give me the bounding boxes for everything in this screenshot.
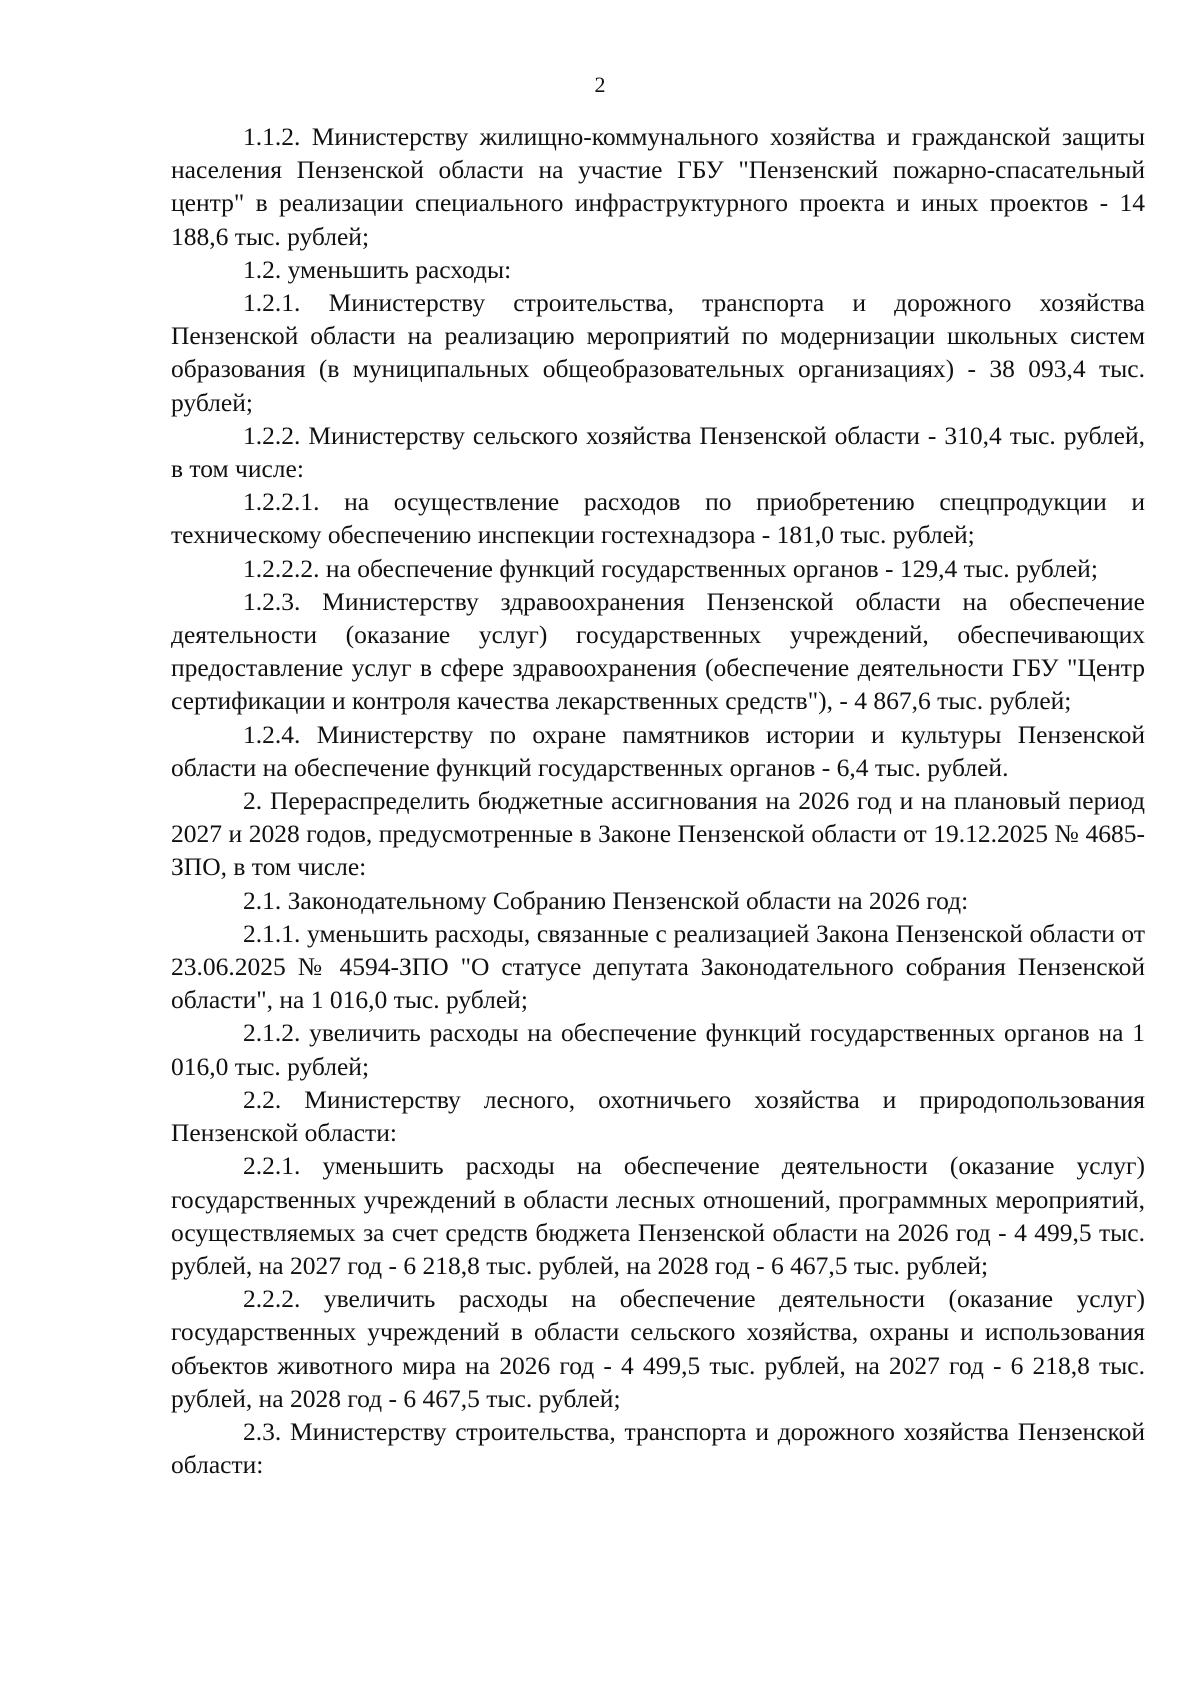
paragraph-2-2-2: 2.2.2. увеличить расходы на обеспечение деятельности (оказание услуг) государственных учреждений в области сельского хозяйства, охраны и использования объектов животного мира на 2026 год - 4 499,5 тыс. рублей, на 2027 год - 6 218,8 тыс. рублей, на 2028 год - 6 467,5 тыс. рублей; (171, 1284, 1145, 1413)
paragraph-1-2-2-2: 1.2.2.2. на обеспечение функций государственных органов - 129,4 тыс. рублей; (243, 553, 1098, 583)
paragraph-2-1-2: 2.1.2. увеличить расходы на обеспечение функций государственных органов на 1 016,0 тыс. рублей; (171, 1018, 1145, 1081)
paragraph-2-1: 2.1. Законодательному Собранию Пензенской области на 2026 год: (243, 885, 969, 915)
paragraph-2: 2. Перераспределить бюджетные ассигнования на 2026 год и на плановый период 2027 и 2028 годов, предусмотренные в Законе Пензенской области от 19.12.2025 № 4685-ЗПО, в том числе: (171, 786, 1145, 882)
paragraph-1-2-1: 1.2.1. Министерству строительства, транспорта и дорожного хозяйства Пензенской области на реализацию мероприятий по модернизации школьных систем образования (в муниципальных общеобразовательных организациях) - 38 093,4 тыс. рублей; (171, 288, 1145, 417)
paragraph-1-1-2: 1.1.2. Министерству жилищно-коммунального хозяйства и гражданской защиты населения Пензенской области на участие ГБУ "Пензенский пожарно-спасательный центр" в реализации специального инфраструктурного проекта и иных проектов - 14 188,6 тыс. рублей; (171, 122, 1145, 251)
page-number: 2 (594, 72, 606, 97)
paragraph-2-1-1: 2.1.1. уменьшить расходы, связанные с реализацией Закона Пензенской области от 23.06.2025 № 4594-ЗПО "О статусе депутата Законодательного собрания Пензенской области", на 1 016,0 тыс. рублей; (171, 918, 1145, 1015)
paragraph-1-2-2: 1.2.2. Министерству сельского хозяйства Пензенской области - 310,4 тыс. рублей, в том числе: (171, 420, 1145, 484)
paragraph-2-3: 2.3. Министерству строительства, транспорта и дорожного хозяйства Пензенской области: (171, 1416, 1145, 1480)
paragraph-2-2: 2.2. Министерству лесного, охотничьего хозяйства и природопользования Пензенской области: (171, 1084, 1145, 1148)
document-body (171, 120, 1145, 1481)
paragraph-1-2-2-1: 1.2.2.1. на осуществление расходов по приобретению спецпродукции и техническому обеспечению инспекции гостехнадзора - 181,0 тыс. рублей; (171, 487, 1145, 550)
paragraph-1-2: 1.2. уменьшить расходы: (243, 254, 512, 284)
paragraph-1-2-4: 1.2.4. Министерству по охране памятников истории и культуры Пензенской области на обеспечение функций государственных органов - 6,4 тыс. рублей. (171, 719, 1145, 782)
paragraph-1-2-3: 1.2.3. Министерству здравоохранения Пензенской области на обеспечение деятельности (оказание услуг) государственных учреждений, обеспечивающих предоставление услуг в сфере здравоохранения (обеспечение деятельности ГБУ "Центр сертификации и контроля качества лекарственных средств"), - 4 867,6 тыс. рублей; (171, 586, 1145, 716)
paragraph-2-2-1: 2.2.1. уменьшить расходы на обеспечение деятельности (оказание услуг) государственных учреждений в области лесных отношений, программных мероприятий, осуществляемых за счет средств бюджета Пензенской области на 2026 год - 4 499,5 тыс. рублей, на 2027 год - 6 218,8 тыс. рублей, на 2028 год - 6 467,5 тыс. рублей; (171, 1151, 1145, 1280)
